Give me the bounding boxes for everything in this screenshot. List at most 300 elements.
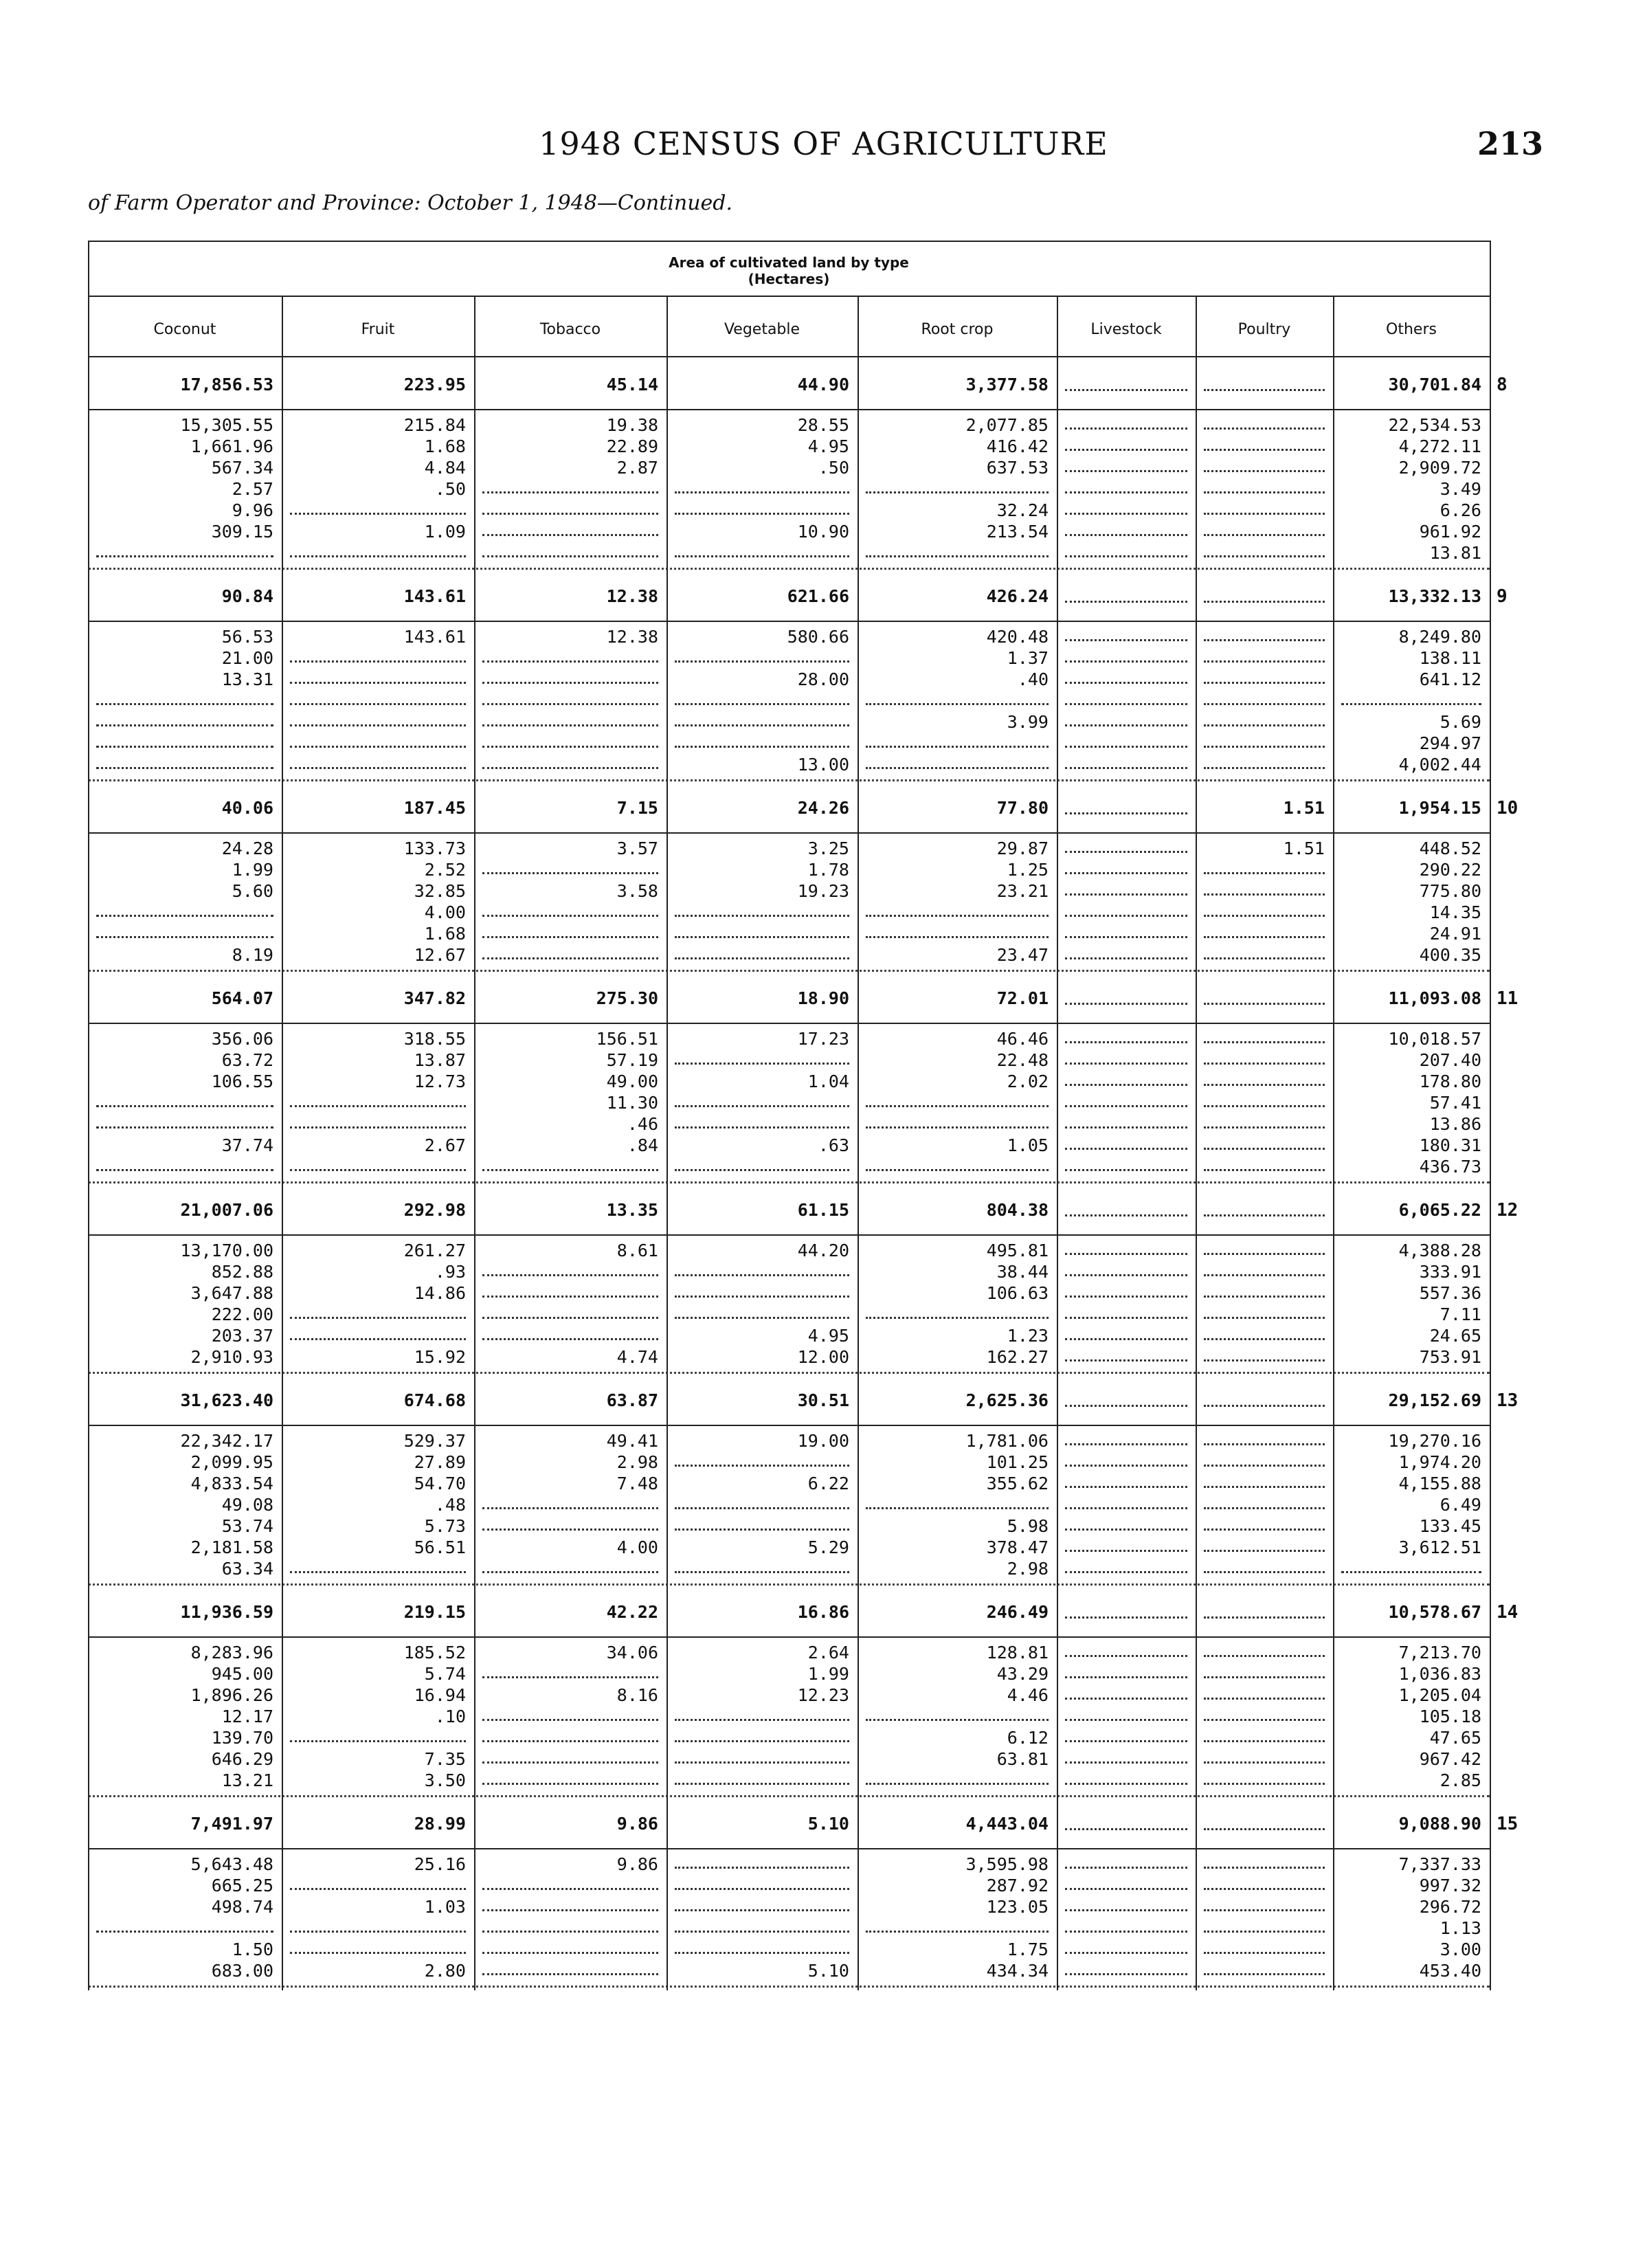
cell-fruit: 2.80	[424, 1961, 466, 1981]
table-row	[88, 1727, 1531, 1748]
cell-coconut: 665.25	[211, 1876, 273, 1895]
section-number: 13	[1497, 1390, 1519, 1411]
cell-vegetable: 621.66	[787, 586, 849, 606]
cell-others: 290.22	[1419, 860, 1481, 880]
cell-root-crop: 128.81	[986, 1643, 1049, 1663]
table-row	[88, 1282, 1531, 1304]
cell-vegetable	[666, 542, 858, 564]
total-rule	[88, 1636, 1490, 1638]
section-8	[88, 361, 1531, 570]
cell-others: 8,249.80	[1398, 627, 1481, 647]
cell-vegetable	[666, 1917, 858, 1939]
cell-root-crop	[858, 902, 1057, 923]
cell-poultry	[1196, 1537, 1333, 1558]
cell-coconut: 53.74	[221, 1516, 273, 1536]
cell-tobacco: 4.00	[616, 1537, 658, 1557]
total-row	[88, 572, 1531, 621]
cell-root-crop: 416.42	[986, 436, 1049, 456]
cell-poultry	[1196, 521, 1333, 542]
section-rule	[88, 1181, 1490, 1183]
cell-fruit	[282, 754, 474, 775]
cell-coconut: 13.21	[221, 1770, 273, 1790]
cell-fruit	[282, 1304, 474, 1325]
cell-poultry	[1196, 1377, 1333, 1425]
cell-vegetable	[666, 690, 858, 711]
cell-tobacco	[474, 923, 666, 944]
cell-tobacco: 275.30	[596, 988, 658, 1008]
cell-fruit	[282, 542, 474, 564]
cell-others	[1333, 1558, 1490, 1579]
table-row	[88, 436, 1531, 457]
cell-others: 10,578.67	[1388, 1602, 1481, 1622]
cell-root-crop: 29.87	[996, 838, 1049, 858]
cell-coconut	[88, 754, 282, 775]
section-11	[88, 975, 1531, 1183]
cell-poultry	[1196, 1748, 1333, 1770]
cell-others: 997.32	[1419, 1876, 1481, 1895]
cell-coconut: 1.50	[232, 1939, 273, 1959]
cell-root-crop	[858, 1156, 1057, 1177]
cell-coconut: 356.06	[211, 1029, 273, 1049]
cell-coconut	[88, 1092, 282, 1113]
column-header-fruit: Fruit	[361, 321, 395, 338]
cell-tobacco	[474, 478, 666, 500]
cell-fruit	[282, 1092, 474, 1113]
cell-fruit	[282, 711, 474, 733]
cell-others: 333.91	[1419, 1262, 1481, 1282]
cell-livestock	[1057, 1325, 1196, 1346]
cell-root-crop: 287.92	[986, 1876, 1049, 1895]
cell-vegetable: 5.10	[807, 1961, 849, 1981]
cell-fruit: 219.15	[403, 1602, 466, 1622]
table-row	[88, 1875, 1531, 1896]
page-number: 213	[1477, 125, 1544, 162]
cell-fruit: 143.61	[403, 586, 466, 606]
cell-poultry	[1196, 669, 1333, 690]
cell-coconut: 106.55	[211, 1071, 273, 1091]
cell-poultry	[1196, 1558, 1333, 1579]
cell-poultry: 1.51	[1283, 798, 1325, 818]
cell-fruit: 32.85	[414, 881, 466, 901]
cell-others: 5.69	[1439, 712, 1481, 732]
cell-tobacco	[474, 669, 666, 690]
cell-livestock	[1057, 1304, 1196, 1325]
cell-vegetable	[666, 647, 858, 669]
cell-livestock	[1057, 1494, 1196, 1515]
cell-tobacco	[474, 1325, 666, 1346]
cell-livestock	[1057, 711, 1196, 733]
table-row	[88, 1896, 1531, 1917]
cell-tobacco: 2.87	[616, 458, 658, 478]
cell-poultry	[1196, 880, 1333, 902]
cell-fruit	[282, 647, 474, 669]
table-row	[88, 1346, 1531, 1368]
cell-tobacco	[474, 1960, 666, 1981]
table-row	[88, 414, 1531, 436]
cell-livestock	[1057, 626, 1196, 647]
cell-livestock	[1057, 414, 1196, 436]
cell-root-crop: 72.01	[996, 988, 1049, 1008]
cell-vegetable: 2.64	[807, 1643, 849, 1663]
cell-others: 1.13	[1439, 1918, 1481, 1938]
table-body	[88, 361, 1531, 1990]
cell-others: 138.11	[1419, 648, 1481, 668]
cell-livestock	[1057, 1156, 1196, 1177]
cell-vegetable: 580.66	[787, 627, 849, 647]
cell-coconut: 9.96	[232, 500, 273, 520]
cell-livestock	[1057, 1770, 1196, 1791]
cell-poultry	[1196, 1452, 1333, 1473]
cell-vegetable	[666, 902, 858, 923]
cell-tobacco	[474, 542, 666, 564]
cell-others: 7,337.33	[1398, 1854, 1481, 1874]
total-rule	[88, 832, 1490, 834]
cell-coconut: 13.31	[221, 669, 273, 689]
cell-tobacco	[474, 1156, 666, 1177]
cell-tobacco	[474, 711, 666, 733]
table-row	[88, 500, 1531, 521]
cell-others: 4,272.11	[1398, 436, 1481, 456]
cell-tobacco: 8.16	[616, 1685, 658, 1705]
cell-others: 47.65	[1429, 1728, 1481, 1748]
cell-vegetable	[666, 1706, 858, 1727]
cell-coconut: 31,623.40	[180, 1390, 273, 1410]
cell-coconut: 2,099.95	[190, 1452, 273, 1472]
cell-poultry	[1196, 1346, 1333, 1368]
cell-others: 961.92	[1419, 522, 1481, 542]
total-rule	[88, 1023, 1490, 1024]
cell-coconut: 1,896.26	[190, 1685, 273, 1705]
cell-livestock	[1057, 1558, 1196, 1579]
cell-fruit: 15.92	[414, 1347, 466, 1367]
cell-coconut: 63.34	[221, 1559, 273, 1579]
cell-poultry	[1196, 1727, 1333, 1748]
cell-vegetable	[666, 1748, 858, 1770]
table-row	[88, 1558, 1531, 1579]
cell-livestock	[1057, 436, 1196, 457]
cell-fruit	[282, 1727, 474, 1748]
cell-livestock	[1057, 923, 1196, 944]
cell-coconut	[88, 733, 282, 754]
section-10	[88, 784, 1531, 972]
cell-poultry	[1196, 1515, 1333, 1537]
table-row	[88, 1494, 1531, 1515]
section-rule	[88, 1372, 1490, 1374]
cell-livestock	[1057, 784, 1196, 832]
table-row	[88, 1706, 1531, 1727]
cell-tobacco: 7.48	[616, 1474, 658, 1493]
cell-fruit: 14.86	[414, 1283, 466, 1303]
cell-tobacco	[474, 902, 666, 923]
table-row	[88, 1325, 1531, 1346]
column-header-coconut: Coconut	[153, 321, 216, 338]
cell-coconut: 222.00	[211, 1304, 273, 1324]
cell-tobacco	[474, 1939, 666, 1960]
cell-livestock	[1057, 1896, 1196, 1917]
cell-root-crop	[858, 1092, 1057, 1113]
cell-poultry	[1196, 1135, 1333, 1156]
cell-tobacco: 9.86	[616, 1854, 658, 1874]
total-rule	[88, 1234, 1490, 1236]
cell-livestock	[1057, 1282, 1196, 1304]
cell-vegetable: 5.29	[807, 1537, 849, 1557]
cell-tobacco	[474, 754, 666, 775]
cell-tobacco	[474, 733, 666, 754]
cell-poultry	[1196, 1092, 1333, 1113]
cell-coconut: 2,181.58	[190, 1537, 273, 1557]
cell-coconut: 309.15	[211, 522, 273, 542]
cell-tobacco: 12.38	[606, 586, 658, 606]
running-head: 1948 CENSUS OF AGRICULTURE	[539, 125, 1108, 162]
cell-root-crop: 5.98	[1007, 1516, 1049, 1536]
cell-tobacco	[474, 521, 666, 542]
cell-vegetable	[666, 478, 858, 500]
cell-vegetable: .50	[818, 458, 849, 478]
cell-others: 9,088.90	[1398, 1814, 1481, 1834]
cell-livestock	[1057, 1515, 1196, 1537]
cell-fruit	[282, 1558, 474, 1579]
census-table	[88, 241, 1531, 2103]
column-header-poultry: Poultry	[1237, 321, 1291, 338]
cell-tobacco	[474, 1706, 666, 1727]
total-row	[88, 1186, 1531, 1234]
cell-vegetable	[666, 1875, 858, 1896]
cell-livestock	[1057, 1028, 1196, 1049]
cell-fruit: 7.35	[424, 1749, 466, 1769]
cell-others: 13.86	[1429, 1114, 1481, 1134]
column-header-livestock: Livestock	[1090, 321, 1162, 338]
cell-poultry	[1196, 1663, 1333, 1685]
cell-vegetable: 16.86	[797, 1602, 849, 1622]
cell-poultry	[1196, 1325, 1333, 1346]
table-row	[88, 542, 1531, 564]
cell-tobacco	[474, 1770, 666, 1791]
cell-poultry	[1196, 1685, 1333, 1706]
cell-fruit: 223.95	[403, 375, 466, 394]
cell-fruit: 143.61	[403, 627, 466, 647]
cell-poultry	[1196, 923, 1333, 944]
cell-poultry	[1196, 1304, 1333, 1325]
cell-others: 29,152.69	[1388, 1390, 1481, 1410]
cell-root-crop	[858, 1494, 1057, 1515]
cell-others: 967.42	[1419, 1749, 1481, 1769]
cell-tobacco	[474, 944, 666, 966]
table-row	[88, 1261, 1531, 1282]
table-row	[88, 1685, 1531, 1706]
cell-root-crop: 2,625.36	[965, 1390, 1049, 1410]
cell-root-crop: 123.05	[986, 1897, 1049, 1917]
cell-others: 14.35	[1429, 902, 1481, 922]
cell-fruit: 187.45	[403, 798, 466, 818]
section-number: 15	[1497, 1814, 1519, 1834]
cell-vegetable: 44.90	[797, 375, 849, 394]
cell-tobacco: 13.35	[606, 1200, 658, 1220]
section-number: 9	[1497, 586, 1508, 607]
cell-fruit	[282, 690, 474, 711]
cell-coconut: 683.00	[211, 1961, 273, 1981]
cell-coconut: 49.08	[221, 1495, 273, 1515]
cell-others: 11,093.08	[1388, 988, 1481, 1008]
cell-others: 2.85	[1439, 1770, 1481, 1790]
cell-coconut: 2,910.93	[190, 1347, 273, 1367]
cell-others: 13,332.13	[1388, 586, 1481, 606]
table-row	[88, 1960, 1531, 1981]
cell-poultry	[1196, 626, 1333, 647]
cell-vegetable: 30.51	[797, 1390, 849, 1410]
cell-root-crop: 46.46	[996, 1029, 1049, 1049]
cell-vegetable	[666, 1113, 858, 1135]
cell-root-crop: .40	[1017, 669, 1049, 689]
table-row	[88, 944, 1531, 966]
cell-fruit: 12.67	[414, 945, 466, 965]
cell-fruit: 1.68	[424, 436, 466, 456]
cell-tobacco: 49.00	[606, 1071, 658, 1091]
cell-tobacco: 63.87	[606, 1390, 658, 1410]
cell-others: 30,701.84	[1388, 375, 1481, 394]
cell-tobacco: 11.30	[606, 1093, 658, 1113]
cell-livestock	[1057, 902, 1196, 923]
cell-root-crop: 63.81	[996, 1749, 1049, 1769]
cell-vegetable	[666, 733, 858, 754]
cell-root-crop: 246.49	[986, 1602, 1049, 1622]
cell-tobacco	[474, 1304, 666, 1325]
cell-poultry	[1196, 690, 1333, 711]
cell-tobacco	[474, 1494, 666, 1515]
cell-others: 13.81	[1429, 543, 1481, 563]
table-row	[88, 754, 1531, 775]
cell-vegetable	[666, 1452, 858, 1473]
cell-poultry	[1196, 647, 1333, 669]
cell-others: 1,974.20	[1398, 1452, 1481, 1472]
section-rule	[88, 970, 1490, 972]
cell-livestock	[1057, 1939, 1196, 1960]
cell-vegetable: 3.25	[807, 838, 849, 858]
cell-root-crop: 43.29	[996, 1664, 1049, 1684]
total-rule	[88, 409, 1490, 410]
cell-tobacco: 57.19	[606, 1050, 658, 1070]
cell-vegetable	[666, 1939, 858, 1960]
section-number: 11	[1497, 988, 1519, 1009]
table-row	[88, 923, 1531, 944]
column-header-others: Others	[1386, 321, 1437, 338]
cell-poultry	[1196, 478, 1333, 500]
cell-root-crop	[858, 1770, 1057, 1791]
cell-poultry	[1196, 1588, 1333, 1636]
cell-fruit: 2.52	[424, 860, 466, 880]
cell-root-crop: 1,781.06	[965, 1431, 1049, 1451]
cell-livestock	[1057, 1135, 1196, 1156]
cell-tobacco	[474, 1558, 666, 1579]
cell-fruit: 5.73	[424, 1516, 466, 1536]
column-rule	[858, 296, 859, 1990]
cell-livestock	[1057, 669, 1196, 690]
cell-poultry	[1196, 436, 1333, 457]
cell-coconut: 17,856.53	[180, 375, 273, 394]
table-row	[88, 859, 1531, 880]
cell-tobacco: 8.61	[616, 1241, 658, 1260]
cell-coconut	[88, 690, 282, 711]
cell-root-crop: 1.05	[1007, 1135, 1049, 1155]
cell-vegetable: 61.15	[797, 1200, 849, 1220]
cell-others: 7.11	[1439, 1304, 1481, 1324]
cell-livestock	[1057, 457, 1196, 478]
column-rule	[1057, 296, 1058, 1990]
cell-tobacco: 9.86	[616, 1814, 658, 1834]
cell-others: 7,213.70	[1398, 1643, 1481, 1663]
cell-poultry	[1196, 1494, 1333, 1515]
column-rule	[1333, 296, 1334, 1990]
cell-vegetable: 17.23	[797, 1029, 849, 1049]
section-15	[88, 1800, 1531, 1988]
section-rule	[88, 1795, 1490, 1797]
cell-root-crop: 106.63	[986, 1283, 1049, 1303]
table-row	[88, 838, 1531, 859]
cell-vegetable: 19.00	[797, 1431, 849, 1451]
cell-poultry	[1196, 1854, 1333, 1875]
cell-poultry	[1196, 572, 1333, 621]
cell-fruit: 4.84	[424, 458, 466, 478]
column-rule	[474, 296, 475, 1990]
cell-livestock	[1057, 1346, 1196, 1368]
cell-tobacco	[474, 647, 666, 669]
cell-root-crop: 2.02	[1007, 1071, 1049, 1091]
section-9	[88, 572, 1531, 781]
cell-vegetable: 1.04	[807, 1071, 849, 1091]
section-number: 8	[1497, 375, 1508, 395]
column-rule	[282, 296, 283, 1990]
cell-tobacco	[474, 1727, 666, 1748]
table-row	[88, 733, 1531, 754]
cell-vegetable: 19.23	[797, 881, 849, 901]
cell-coconut: 8,283.96	[190, 1643, 273, 1663]
cell-coconut: 13,170.00	[180, 1241, 273, 1260]
cell-others: 57.41	[1429, 1093, 1481, 1113]
cell-others: 4,155.88	[1398, 1474, 1481, 1493]
column-rule	[1196, 296, 1197, 1990]
cell-coconut: 11,936.59	[180, 1602, 273, 1622]
cell-livestock	[1057, 754, 1196, 775]
cell-vegetable	[666, 1558, 858, 1579]
cell-coconut: 90.84	[221, 586, 273, 606]
table-row	[88, 478, 1531, 500]
cell-poultry	[1196, 1896, 1333, 1917]
table-row	[88, 1917, 1531, 1939]
cell-poultry	[1196, 733, 1333, 754]
cell-others: 4,002.44	[1398, 755, 1481, 775]
cell-fruit	[282, 1325, 474, 1346]
cell-tobacco	[474, 1917, 666, 1939]
cell-vegetable: 10.90	[797, 522, 849, 542]
cell-poultry	[1196, 500, 1333, 521]
cell-fruit: 185.52	[403, 1643, 466, 1663]
cell-vegetable: .63	[818, 1135, 849, 1155]
cell-others: 1,036.83	[1398, 1664, 1481, 1684]
cell-tobacco	[474, 1875, 666, 1896]
column-header-rule	[88, 356, 1490, 357]
table-row	[88, 1537, 1531, 1558]
cell-coconut: 646.29	[211, 1749, 273, 1769]
cell-coconut	[88, 1113, 282, 1135]
cell-vegetable	[666, 711, 858, 733]
cell-livestock	[1057, 1186, 1196, 1234]
cell-poultry	[1196, 542, 1333, 564]
cell-tobacco: 34.06	[606, 1643, 658, 1663]
cell-vegetable	[666, 1049, 858, 1071]
cell-fruit	[282, 669, 474, 690]
cell-coconut: 15,305.55	[180, 415, 273, 435]
cell-root-crop: 162.27	[986, 1347, 1049, 1367]
cell-root-crop: 1.37	[1007, 648, 1049, 668]
